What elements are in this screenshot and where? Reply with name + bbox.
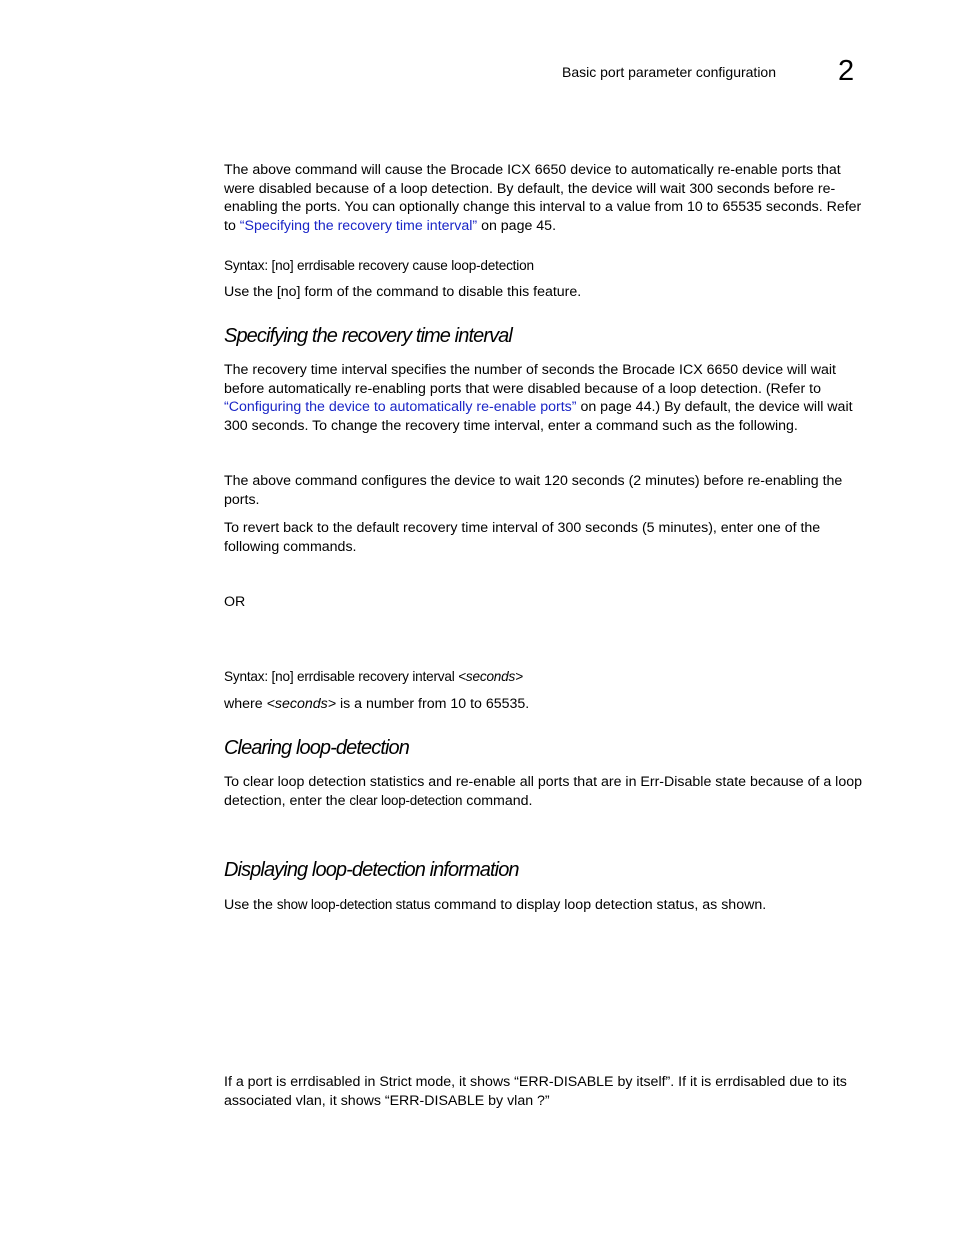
- running-header-title: Basic port parameter configuration: [562, 64, 776, 80]
- syntax-bracket: [: [271, 669, 276, 684]
- paragraph-seconds-range: [224, 695, 870, 714]
- heading-recovery-time-interval: Specifying the recovery time interval: [224, 325, 512, 347]
- paragraph-auto-reenable: [224, 161, 870, 236]
- or-separator: OR: [224, 594, 246, 610]
- paragraph-no-form: Use the [no] form of the command to disable this feature.: [224, 284, 582, 300]
- paragraph-text: The recovery time interval specifies the number of seconds the Brocade ICX 6650 device will wait before automatically re-enabling ports that were disabled because of a loop detection. (Refer to: [224, 362, 836, 397]
- command-show-loop-detection-status: show loop-detection status: [276, 897, 431, 912]
- heading-displaying-loop-detection: Displaying loop-detection information: [224, 859, 519, 881]
- syntax-command: errdisable recovery interval: [293, 669, 459, 684]
- paragraph-text: where: [224, 696, 267, 712]
- syntax-recovery-cause: [224, 257, 534, 275]
- paragraph-err-disable-states: If a port is errdisabled in Strict mode, it shows “ERR-DISABLE by itself”. If it is errdisabled due to its associated vlan, it shows “ERR-DISABLE by vlan ?”: [224, 1074, 847, 1109]
- syntax-label: Syntax:: [224, 669, 272, 684]
- link-configuring-auto-reenable[interactable]: “Configuring the device to automatically re-enable ports”: [224, 399, 577, 416]
- syntax-no-keyword: no: [275, 258, 290, 273]
- paragraph-text: is a number from 10 to 65535.: [336, 696, 530, 712]
- syntax-recovery-interval: [224, 668, 523, 686]
- chapter-number: 2: [838, 55, 855, 87]
- paragraph-revert-default: To revert back to the default recovery time interval of 300 seconds (5 minutes), enter one of the following commands.: [224, 520, 821, 555]
- argument-seconds: <seconds>: [266, 696, 337, 712]
- syntax-bracket: ]: [289, 669, 294, 684]
- paragraph-show-loop-detection: [224, 896, 870, 915]
- syntax-no-keyword: no: [275, 669, 290, 684]
- syntax-label: Syntax:: [224, 258, 272, 273]
- heading-clearing-loop-detection: Clearing loop-detection: [224, 737, 409, 759]
- paragraph-recovery-interval: [224, 361, 870, 436]
- paragraph-text: on page 44.) By default, the device will wait 300 seconds. To change the recovery time interval, enter a command such as the following.: [224, 399, 853, 435]
- paragraph-text: Use the: [224, 897, 277, 913]
- command-clear-loop-detection: clear loop-detection: [349, 792, 463, 808]
- paragraph-clear-loop-detection: [224, 773, 870, 810]
- syntax-bracket: ]: [289, 258, 294, 273]
- syntax-bracket: [: [271, 258, 276, 273]
- syntax-argument: <seconds>: [458, 669, 523, 684]
- paragraph-text: command to display loop detection status, as shown.: [430, 897, 767, 913]
- paragraph-text: To clear loop detection statistics and re-enable all ports that are in Err-Disable state because of a loop detection, enter the: [224, 774, 862, 809]
- paragraph-text: on page 45.: [477, 218, 557, 235]
- paragraph-wait-120: The above command configures the device to wait 120 seconds (2 minutes) before re-enabling the ports.: [224, 473, 843, 508]
- link-recovery-time-interval[interactable]: “Specifying the recovery time interval”: [239, 218, 478, 235]
- paragraph-text: The above command will cause the Brocade ICX 6650 device to automatically re-enable ports that were disabled because of a loop detection. By default, the device will wait 300 seconds before re-enabling the ports. You can optionally change this interval to a value from 10 to 65535 seconds. Refer to: [224, 162, 862, 235]
- syntax-command: errdisable recovery cause loop-detection: [293, 258, 534, 273]
- paragraph-text: command.: [462, 792, 533, 809]
